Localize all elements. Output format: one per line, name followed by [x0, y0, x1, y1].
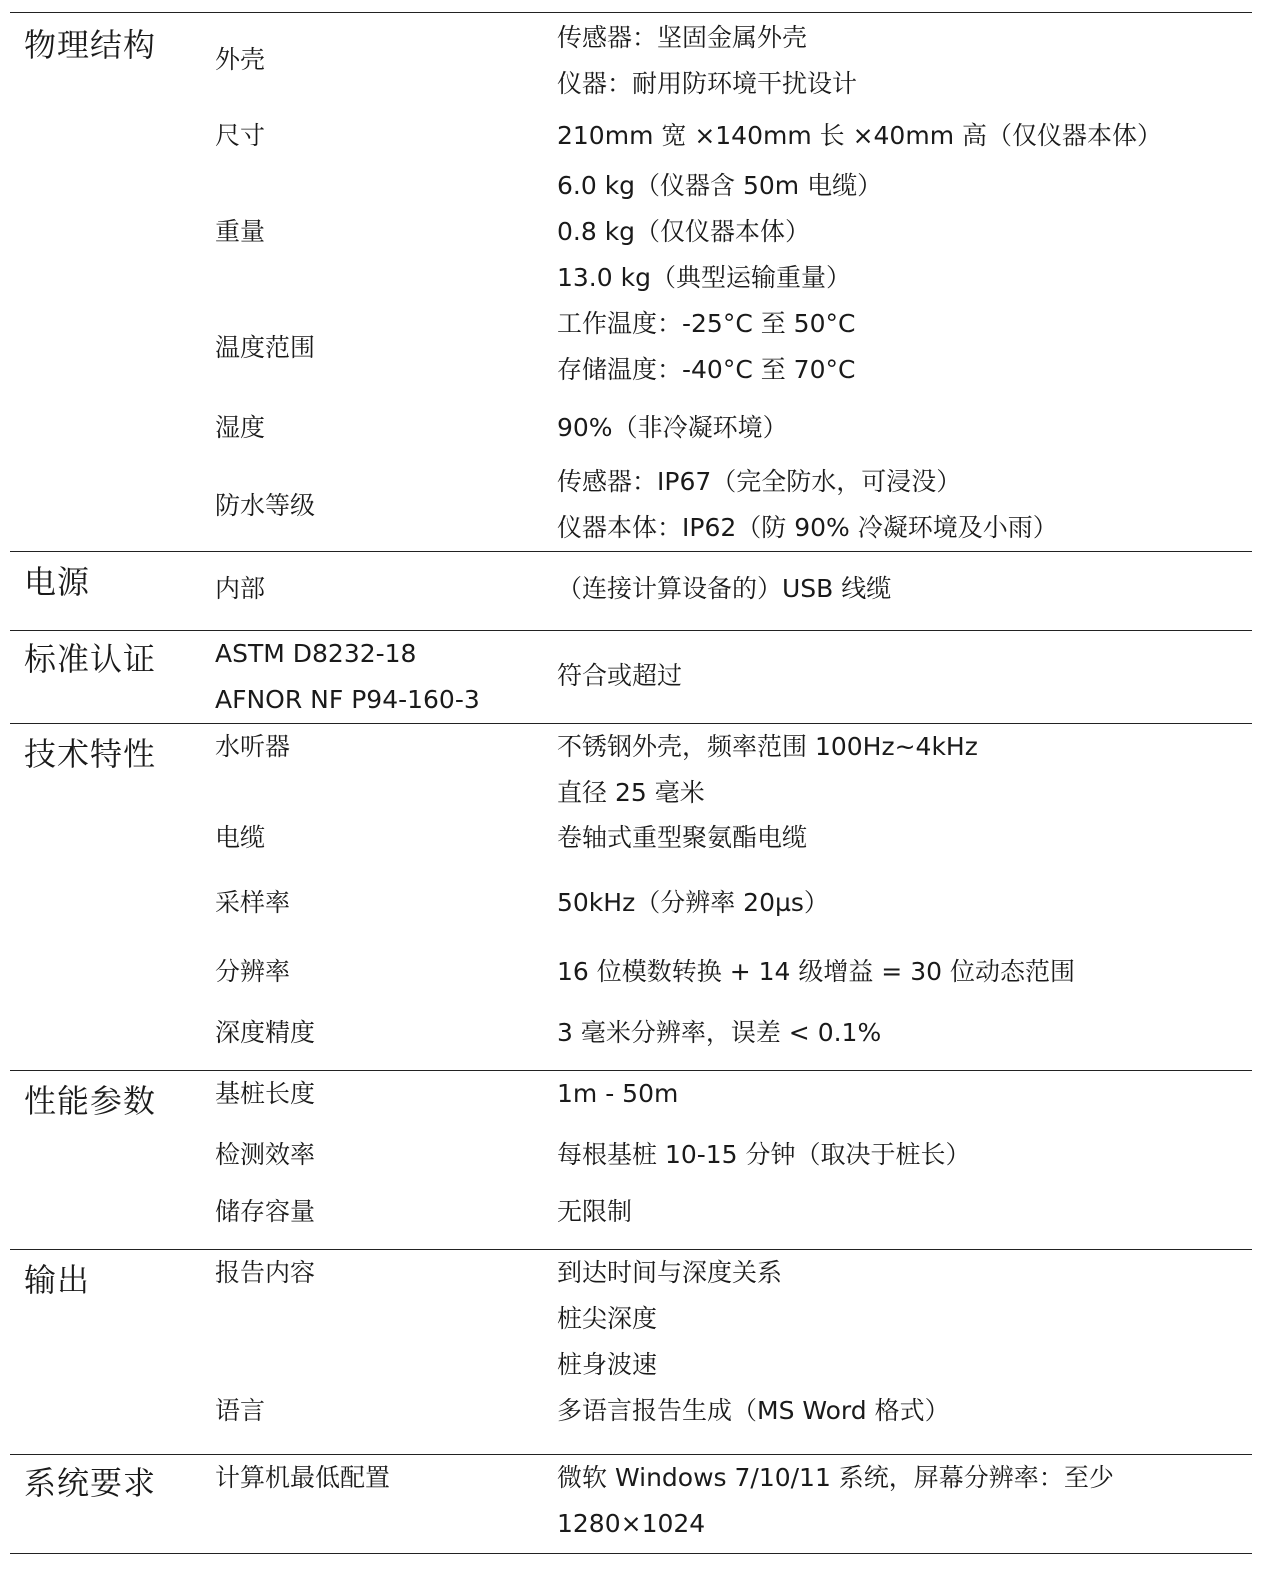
spec-values [557, 1071, 678, 1117]
spec-value: 存储温度：-40°C 至 70°C [557, 355, 856, 384]
category-title: 技术特性 [24, 735, 157, 773]
spec-label: 重量 [215, 217, 266, 246]
category-title: 性能参数 [24, 1082, 157, 1120]
spec-value: 每根基桩 10-15 分钟（取决于桩长） [557, 1140, 971, 1169]
spec-value: 90%（非冷凝环境） [557, 413, 788, 442]
section-power [10, 551, 1252, 630]
spec-label: 温度范围 [215, 333, 316, 362]
category-title: 电源 [24, 563, 91, 601]
spec-values [557, 1250, 782, 1388]
spec-label: 分辨率 [215, 957, 291, 986]
spec-values [557, 459, 1058, 551]
spec-values [557, 405, 788, 451]
spec-values [557, 163, 882, 301]
spec-values [557, 15, 857, 107]
standard-label: ASTM D8232-18 [215, 639, 417, 668]
spec-value: 传感器：IP67（完全防水，可浸没） [557, 467, 962, 496]
spec-values [557, 113, 1162, 159]
spec-value: 桩身波速 [557, 1350, 658, 1379]
spec-value: 仪器：耐用防环境干扰设计 [557, 69, 858, 98]
category-title: 输出 [24, 1261, 91, 1299]
spec-label: 湿度 [215, 413, 266, 442]
section-system [10, 1454, 1252, 1554]
spec-values [557, 1189, 632, 1235]
section-output [10, 1249, 1252, 1454]
spec-label: 基桩长度 [215, 1079, 316, 1108]
spec-values [557, 301, 855, 393]
spec-label: 电缆 [215, 823, 266, 852]
category-title: 物理结构 [24, 26, 157, 64]
standard-label: AFNOR NF P94-160-3 [215, 685, 480, 714]
spec-value: 微软 Windows 7/10/11 系统，屏幕分辨率：至少 [557, 1463, 1114, 1492]
spec-label: 储存容量 [215, 1197, 316, 1226]
spec-value: 3 毫米分辨率，误差 < 0.1% [557, 1018, 882, 1047]
category-title: 系统要求 [24, 1464, 157, 1502]
spec-label: 语言 [215, 1396, 266, 1425]
spec-label: 计算机最低配置 [215, 1463, 391, 1492]
spec-values [557, 815, 807, 861]
spec-value: 不锈钢外壳，频率范围 100Hz~4kHz [557, 732, 978, 761]
spec-value: 1280×1024 [557, 1509, 706, 1538]
spec-labels [215, 631, 480, 723]
spec-label: 水听器 [215, 732, 291, 761]
spec-label: 深度精度 [215, 1018, 316, 1047]
section-physical [10, 12, 1252, 551]
spec-label: 报告内容 [215, 1258, 316, 1287]
spec-value: 符合或超过 [557, 661, 683, 690]
spec-value: 工作温度：-25°C 至 50°C [557, 309, 856, 338]
spec-value: 桩尖深度 [557, 1304, 658, 1333]
section-standards [10, 630, 1252, 723]
spec-values [557, 566, 891, 612]
spec-value: 50kHz（分辨率 20µs） [557, 888, 829, 917]
category-title: 标准认证 [24, 640, 157, 678]
spec-values [557, 949, 1075, 995]
spec-value: 传感器：坚固金属外壳 [557, 23, 808, 52]
spec-value: 卷轴式重型聚氨酯电缆 [557, 823, 808, 852]
spec-value: 到达时间与深度关系 [557, 1258, 783, 1287]
spec-value: 无限制 [557, 1197, 633, 1226]
spec-value: （连接计算设备的）USB 线缆 [557, 574, 892, 603]
spec-label: 内部 [215, 574, 266, 603]
spec-label: 采样率 [215, 888, 291, 917]
spec-value: 仪器本体：IP62（防 90% 冷凝环境及小雨） [557, 513, 1058, 542]
spec-values [557, 1455, 1114, 1547]
spec-label: 防水等级 [215, 491, 316, 520]
spec-value: 0.8 kg（仅仪器本体） [557, 217, 811, 246]
spec-label: 尺寸 [215, 121, 266, 150]
spec-values [557, 1010, 881, 1056]
spec-table [10, 12, 1252, 1554]
spec-label: 外壳 [215, 45, 266, 74]
spec-value: 6.0 kg（仪器含 50m 电缆） [557, 171, 883, 200]
spec-values [557, 880, 829, 926]
section-technical [10, 723, 1252, 1070]
spec-value: 13.0 kg（典型运输重量） [557, 263, 851, 292]
spec-values [557, 653, 682, 699]
spec-value: 1m - 50m [557, 1079, 679, 1108]
spec-values [557, 724, 978, 816]
spec-value: 16 位模数转换 + 14 级增益 = 30 位动态范围 [557, 957, 1075, 986]
spec-value: 210mm 宽 ×140mm 长 ×40mm 高（仅仪器本体） [557, 121, 1162, 150]
spec-value: 直径 25 毫米 [557, 778, 705, 807]
spec-values [557, 1388, 950, 1434]
section-performance [10, 1070, 1252, 1249]
spec-value: 多语言报告生成（MS Word 格式） [557, 1396, 950, 1425]
spec-label: 检测效率 [215, 1140, 316, 1169]
spec-values [557, 1132, 971, 1178]
